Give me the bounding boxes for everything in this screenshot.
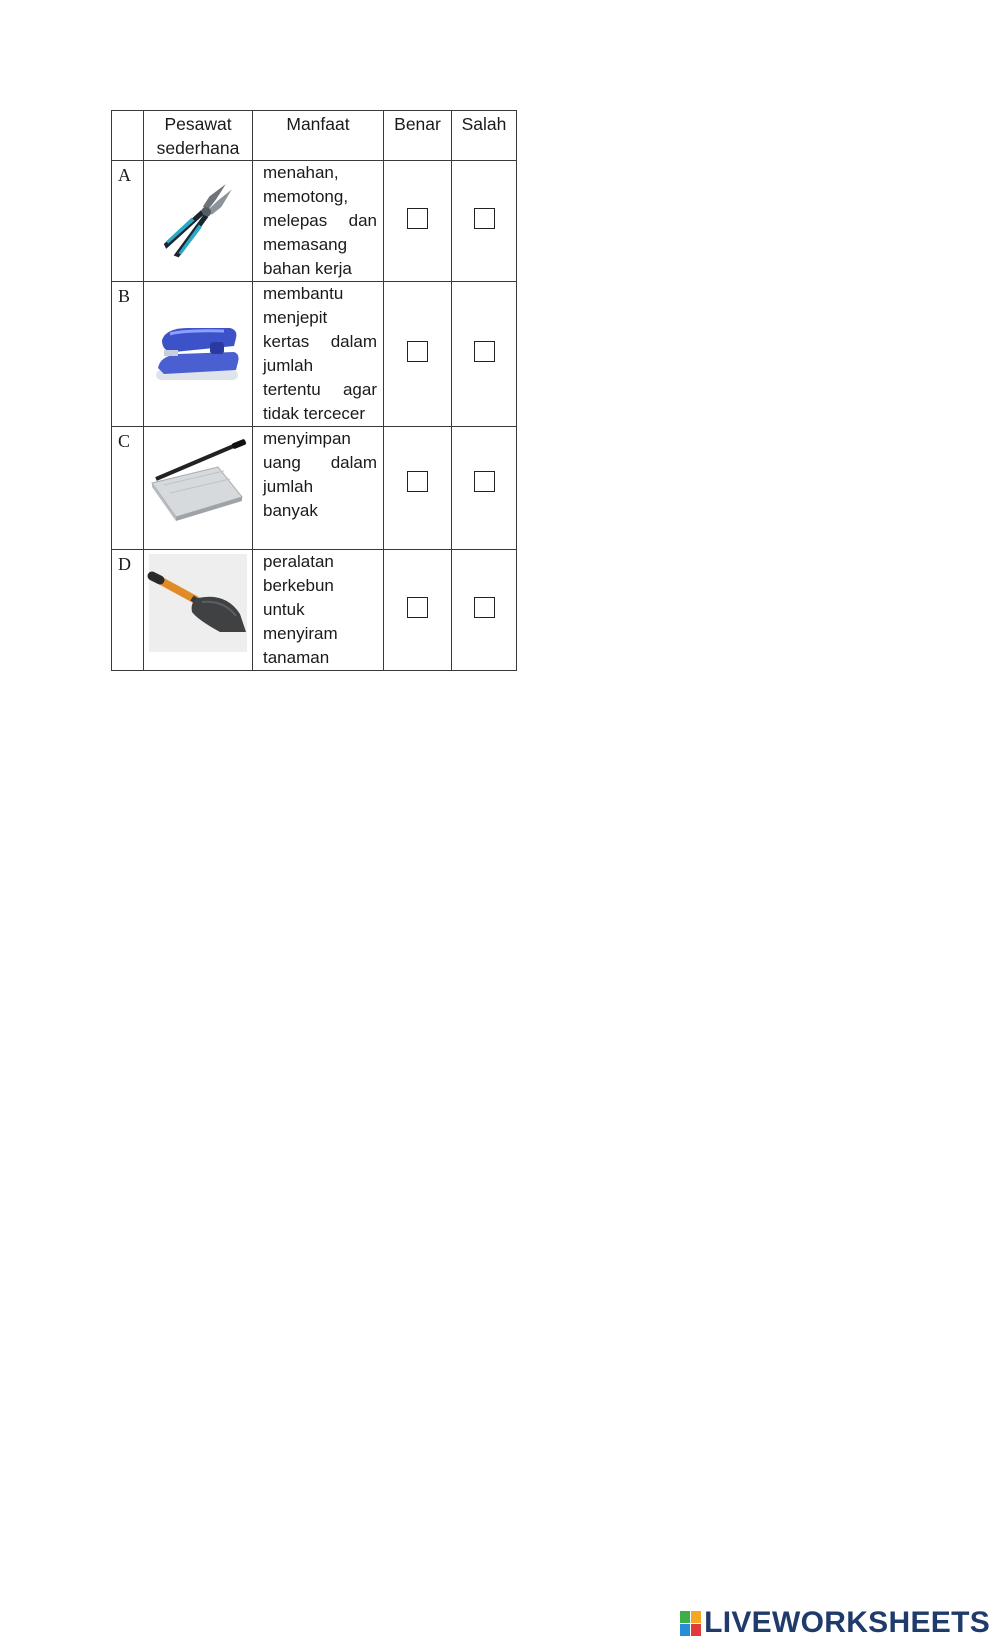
table-row [112,427,517,550]
benefit-text [253,550,384,671]
table-row [112,550,517,671]
benefit-text [253,282,384,427]
salah-checkbox-b[interactable] [474,341,495,362]
benefit-line: berkebun [263,576,334,595]
header-empty [112,111,144,161]
header-manfaat: Manfaat [253,111,384,161]
benefit-line: membantu [263,284,344,303]
shovel-image [144,550,253,671]
benar-cell [384,550,452,671]
row-letter: B [112,282,144,427]
benar-cell [384,282,452,427]
salah-checkbox-d[interactable] [474,597,495,618]
brand-name: LIVEWORKSHEETS [704,1606,990,1639]
benefit-line: peralatan [263,552,334,571]
benefit-line: melepas dan [263,211,377,230]
benar-cell [384,161,452,282]
benar-cell [384,427,452,550]
benefit-line: memasang [263,235,348,254]
stapler-image [144,282,253,427]
table-row [112,161,517,282]
row-letter: A [112,161,144,282]
salah-cell [452,550,517,671]
benefit-line: jumlah [263,477,314,496]
benefit-line: memotong, [263,187,349,206]
benefit-line: jumlah [263,356,314,375]
header-pesawat-line2: sederhana [156,138,240,158]
benar-checkbox-a[interactable] [407,208,428,229]
benefit-line: tanaman [263,648,330,667]
benefit-line: menyiram [263,624,338,643]
header-salah: Salah [452,111,517,161]
header-benar: Benar [384,111,452,161]
salah-cell [452,282,517,427]
worksheet-table [111,110,517,671]
header-pesawat-line1: Pesawat [164,114,232,134]
table-row [112,282,517,427]
header-row [112,111,517,161]
benefit-line: uang dalam [263,453,377,472]
benar-checkbox-b[interactable] [407,341,428,362]
salah-checkbox-a[interactable] [474,208,495,229]
pliers-image [144,161,253,282]
benefit-line: bahan kerja [263,259,352,278]
row-letter: D [112,550,144,671]
salah-checkbox-c[interactable] [474,471,495,492]
benefit-line: tertentu agar [263,380,377,399]
benefit-line: kertas dalam [263,332,377,351]
header-pesawat [144,111,253,161]
liveworksheets-logo [680,1605,990,1641]
benefit-line: menahan, [263,163,339,182]
benefit-text [253,427,384,550]
benefit-line: untuk [263,600,305,619]
benefit-text [253,161,384,282]
liveworksheets-icon [680,1611,701,1636]
benefit-line: menyimpan [263,429,351,448]
benefit-line: tidak tercecer [263,404,366,423]
paper-cutter-image [144,427,253,550]
salah-cell [452,161,517,282]
benar-checkbox-d[interactable] [407,597,428,618]
benar-checkbox-c[interactable] [407,471,428,492]
benefit-line: menjepit [263,308,328,327]
salah-cell [452,427,517,550]
benefit-line: banyak [263,501,318,520]
row-letter: C [112,427,144,550]
